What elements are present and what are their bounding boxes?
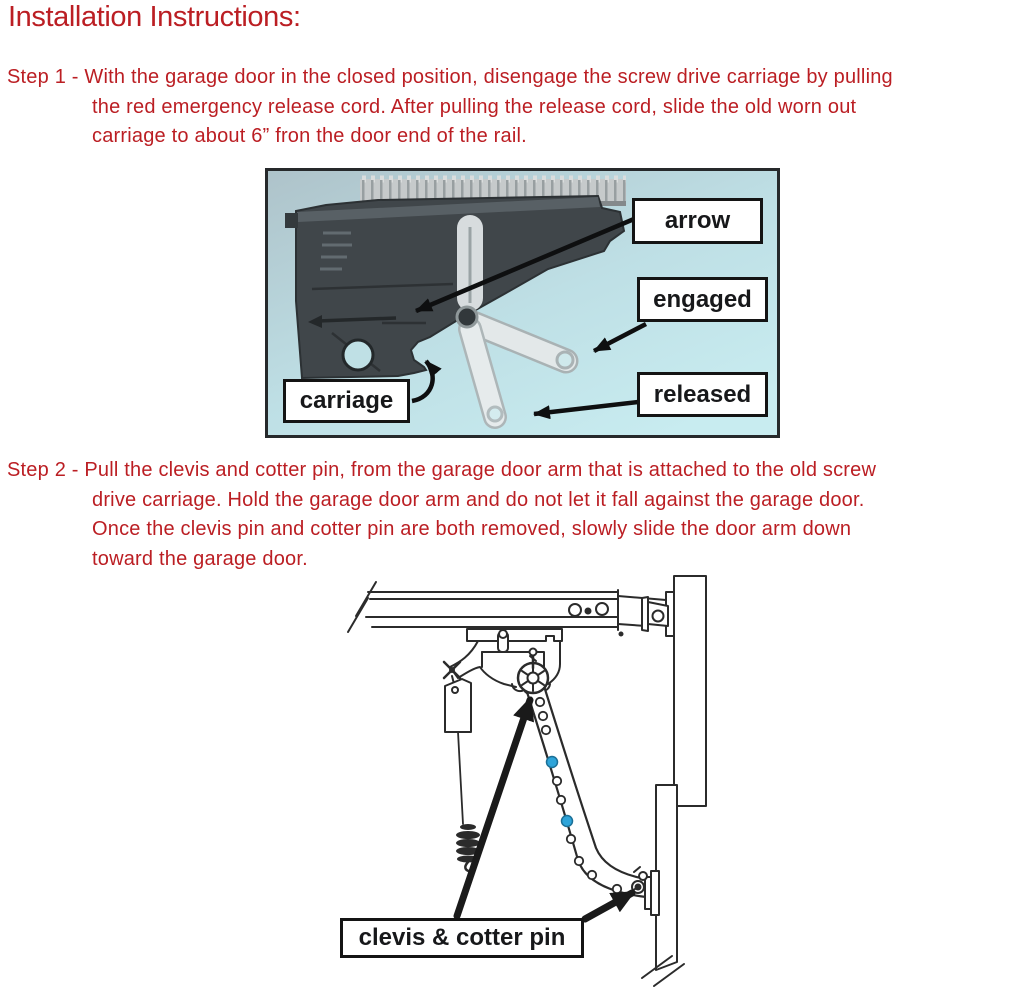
- step-2-paragraph: [7, 456, 876, 574]
- figure-door-arm-diagram: [330, 572, 750, 994]
- step-1-paragraph: [7, 63, 893, 152]
- figure-carriage-photo: [265, 168, 780, 438]
- carriage-hole: [343, 340, 373, 370]
- rail: [348, 582, 623, 636]
- header-bracket: [618, 596, 668, 631]
- step-2-line: drive carriage. Hold the garage door arm and do not let it fall against the garage door.: [92, 488, 865, 511]
- label-clevis-cotter-pin: clevis & cotter pin: [340, 918, 584, 958]
- step-1-line: the red emergency release cord. After pulling the release cord, slide the old worn out: [92, 95, 857, 118]
- release-cord: [458, 732, 463, 824]
- door-arm: [527, 686, 646, 897]
- step-1-line: carriage to about 6” fron the door end of the rail.: [92, 125, 527, 147]
- label-engaged: engaged: [637, 277, 768, 322]
- label-released: released: [637, 372, 768, 417]
- label-arrow: arrow: [632, 198, 763, 244]
- release-cord-tag: [445, 679, 471, 824]
- clevis-pointer-bottom: [585, 893, 632, 919]
- engaged-arm-hole: [557, 352, 573, 368]
- step-2-line: toward the garage door.: [92, 547, 308, 570]
- step-2-line: Once the clevis pin and cotter pin are both removed, slowly slide the door arm down: [92, 518, 852, 540]
- blue-adjustment-hole: [547, 757, 558, 768]
- step-1-line: Step 1 - With the garage door in the closed position, disengage the screw drive carriage by pulling: [7, 66, 893, 88]
- step-2-line: Step 2 - Pull the clevis and cotter pin, from the garage door arm that is attached to the old screw: [7, 459, 877, 481]
- released-arm-hole: [488, 407, 502, 421]
- pivot-bolt: [457, 307, 477, 327]
- wall: [666, 576, 706, 806]
- blue-adjustment-hole: [562, 816, 573, 827]
- label-carriage: carriage: [283, 379, 410, 423]
- page-title: Installation Instructions:: [8, 1, 301, 33]
